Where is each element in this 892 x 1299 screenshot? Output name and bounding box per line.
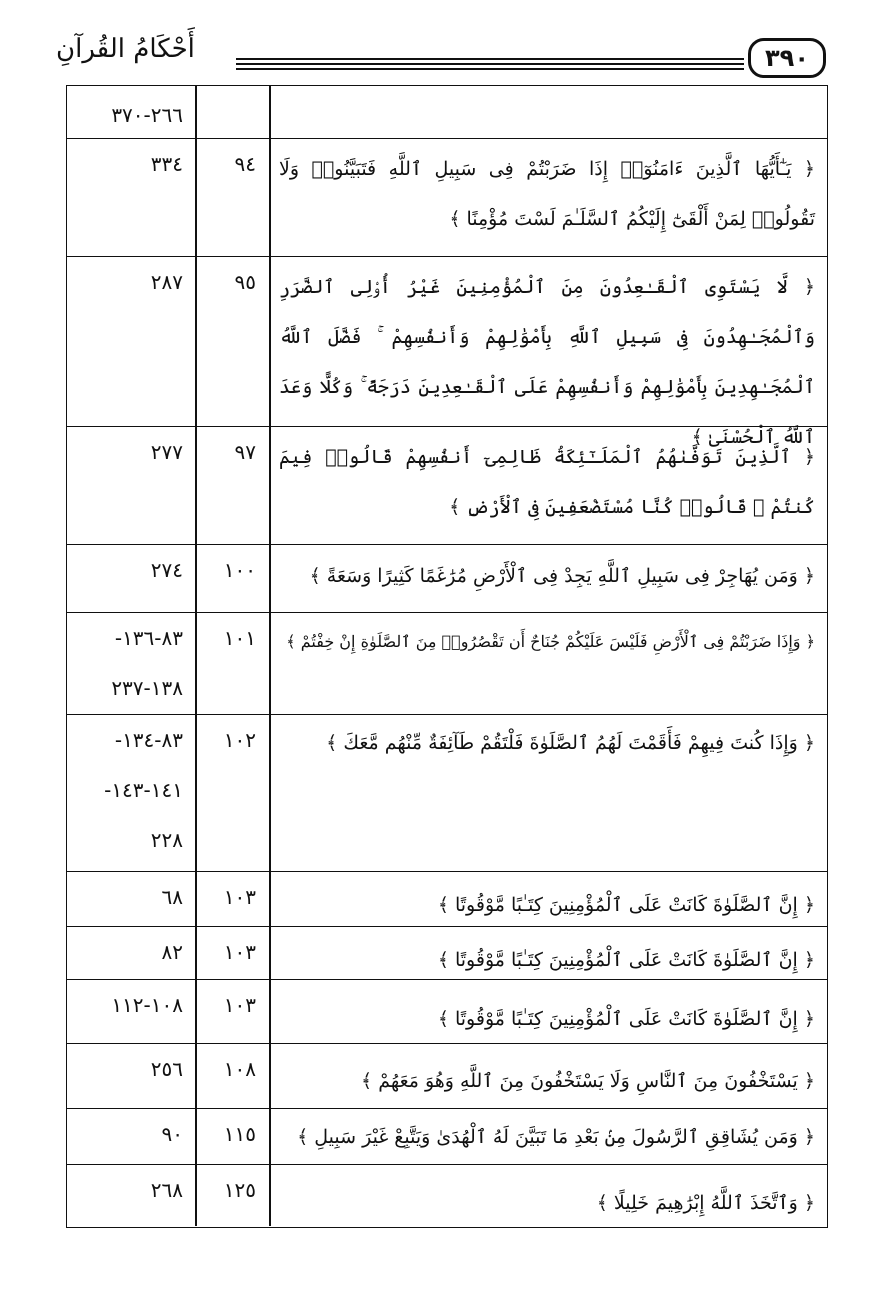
verse-text: ﴿ إِنَّ ٱلصَّلَوٰةَ كَانَتْ عَلَى ٱلْمُؤْمِنِينَ كِتَـٰبًا مَّوْقُوتًا ﴾ [437,1008,815,1030]
page-reference: ٢٦٨ [150,1178,183,1202]
verse-number: ٩٧ [234,440,256,464]
pages-cell [67,139,195,256]
verse-number: ١٠٨ [223,1057,256,1081]
page-reference: ٢٧٧ [150,440,183,464]
verse-cell [271,1044,827,1108]
verse-text: ﴿ إِنَّ ٱلصَّلَوٰةَ كَانَتْ عَلَى ٱلْمُؤْمِنِينَ كِتَـٰبًا مَّوْقُوتًا ﴾ [437,894,815,916]
table-row [67,979,827,1043]
verse-number-cell [196,139,270,256]
verse-number: ١٠٠ [223,558,256,582]
table-row [67,1164,827,1226]
page-reference: ٨٣-١٣٦- [114,626,183,650]
table-row [67,1108,827,1164]
verse-cell [271,980,827,1043]
pages-cell [67,1165,195,1226]
verse-cell [271,927,827,979]
verse-number: ٩٤ [234,152,256,176]
page-reference: ٢٨٧ [150,270,183,294]
table-row [67,714,827,871]
verse-number-cell [196,1165,270,1226]
verse-number: ١٠٣ [223,885,256,909]
verse-text: ﴿ إِنَّ ٱلصَّلَوٰةَ كَانَتْ عَلَى ٱلْمُؤْمِنِينَ كِتَـٰبًا مَّوْقُوتًا ﴾ [437,949,815,971]
page-reference: ٩٠ [161,1122,183,1146]
verse-number: ١١٥ [223,1122,256,1146]
verse-cell [271,1109,827,1164]
verse-text: ﴿ وَمَن يُهَاجِرْ فِى سَبِيلِ ٱللَّهِ يَجِدْ فِى ٱلْأَرْضِ مُرَٰغَمًا كَثِيرًا وَسَعَةً ﴾ [309,565,815,587]
verse-number-cell [196,1109,270,1164]
verse-number-cell [196,927,270,979]
pages-cell [67,1109,195,1164]
page-reference: ٣٣٤ [150,152,183,176]
verse-cell [271,872,827,926]
page-reference: ٢٢٨ [150,828,183,852]
verse-index-table [66,85,828,1228]
page-reference: ١٤١-١٤٣- [104,778,183,802]
verse-number: ١٠٢ [223,728,256,752]
pages-cell [67,545,195,612]
verse-number-cell [196,86,270,138]
table-row [67,871,827,926]
verse-number-cell [196,980,270,1043]
pages-cell [67,427,195,544]
verse-text: ﴿ وَإِذَا ضَرَبْتُمْ فِى ٱلْأَرْضِ فَلَيْسَ عَلَيْكُمْ جُنَاحٌ أَن تَقْصُرُوا۟ مِنَ ٱلصَّلَوٰةِ إِنْ خِفْتُمْ ﴾ [286,632,815,651]
table-row [67,138,827,256]
verse-number: ١٠١ [223,626,256,650]
table-row [67,926,827,979]
pages-cell [67,1044,195,1108]
verse-cell [271,139,827,256]
table-row [67,1043,827,1108]
verse-number-cell [196,545,270,612]
verse-text: ﴿ وَٱتَّخَذَ ٱللَّهُ إِبْرَٰهِيمَ خَلِيلًا ﴾ [596,1192,815,1214]
verse-number-cell [196,613,270,714]
verse-number: ١٢٥ [223,1178,256,1202]
page-reference: ٢٥٦ [150,1057,183,1081]
verse-text: ﴿ يَسْتَخْفُونَ مِنَ ٱلنَّاسِ وَلَا يَسْتَخْفُونَ مِنَ ٱللَّهِ وَهُوَ مَعَهُمْ ﴾ [361,1070,815,1092]
pages-cell [67,86,195,138]
table-row [67,256,827,448]
verse-number-cell [196,872,270,926]
page-reference: ٢٦٦-٣٧٠ [111,103,183,127]
verse-number: ٩٥ [234,270,256,294]
verse-text: ﴿ ٱلَّذِينَ تَوَفَّىٰهُمُ ٱلْمَلَـٰٓئِكَةُ ظَالِمِىٓ أَنفُسِهِمْ قَالُوا۟ فِيمَ كُنتُمْ ۖ قَالُوا۟ كُنَّا مُسْتَضْعَفِينَ فِى ٱلْأَرْضِ ﴾ [279,446,815,518]
verse-cell [271,613,827,714]
pages-cell [67,257,195,426]
verse-number-cell [196,257,270,426]
table-row [67,544,827,612]
pages-cell [67,613,195,714]
verse-text: ﴿ وَإِذَا كُنتَ فِيهِمْ فَأَقَمْتَ لَهُمُ ٱلصَّلَوٰةَ فَلْتَقُمْ طَآئِفَةٌ مِّنْهُم مَّعَكَ ﴾ [326,732,815,754]
header-rule [236,63,744,65]
page-reference: ١٣٨-٢٣٧ [111,676,183,700]
verse-text: ﴿ يَـٰٓأَيُّهَا ٱلَّذِينَ ءَامَنُوٓا۟ إِذَا ضَرَبْتُمْ فِى سَبِيلِ ٱللَّهِ فَتَبَيَّنُوا۟ وَلَا تَقُولُوا۟ لِمَنْ أَلْقَىٰٓ إِلَيْكُمُ ٱلسَّلَـٰمَ لَسْتَ مُؤْمِنًا ﴾ [279,158,815,230]
table-row [67,426,827,544]
verse-number [196,86,270,136]
verse-text: ﴿ وَمَن يُشَاقِقِ ٱلرَّسُولَ مِنۢ بَعْدِ مَا تَبَيَّنَ لَهُ ٱلْهُدَىٰ وَيَتَّبِعْ غَيْرَ سَبِيلِ ﴾ [297,1126,815,1148]
verse-cell [271,1165,827,1226]
pages-cell [67,715,195,871]
page-reference: ٨٢ [161,940,183,964]
verse-number: ١٠٣ [223,993,256,1017]
verse-cell [271,545,827,612]
page-reference: ٦٨ [161,885,183,909]
pages-cell [67,980,195,1043]
verse-cell [271,257,827,448]
verse-text: ﴿ لَّا يَسْتَوِى ٱلْقَـٰعِدُونَ مِنَ ٱلْمُؤْمِنِينَ غَيْرُ أُو۟لِى ٱلضَّرَرِ وَٱلْمُجَـٰهِدُونَ فِى سَبِيلِ ٱللَّهِ بِأَمْوَٰلِهِمْ وَأَنفُسِهِمْ ۚ فَضَّلَ ٱللَّهُ ٱلْمُجَـٰهِدِينَ بِأَمْوَٰلِهِمْ وَأَنفُسِهِمْ عَلَى ٱلْقَـٰعِدِينَ دَرَجَةً ۚ وَكُلًّا وَعَدَ ٱللَّهُ ٱلْحُسْنَىٰ ﴾ [279,276,815,448]
page-reference: ٨٣-١٣٤- [114,728,183,752]
pages-cell [67,872,195,926]
verse-number-cell [196,1044,270,1108]
book-title: أَحْكَامُ القُرآنِ [56,34,195,64]
verse-number-cell [196,715,270,871]
verse-cell [271,427,827,544]
page-reference: ١٠٨-١١٢ [111,993,183,1017]
verse-cell [271,86,827,138]
verse-cell [271,715,827,871]
header-rule [236,68,744,70]
pages-cell [67,927,195,979]
table-row [67,612,827,714]
header-rule [236,58,744,60]
page-header [56,28,832,84]
verse-number-cell [196,427,270,544]
verse-number: ١٠٣ [223,940,256,964]
table-row [67,86,827,138]
page-reference: ٢٧٤ [150,558,183,582]
page-number: ٣٩٠ [748,38,826,78]
